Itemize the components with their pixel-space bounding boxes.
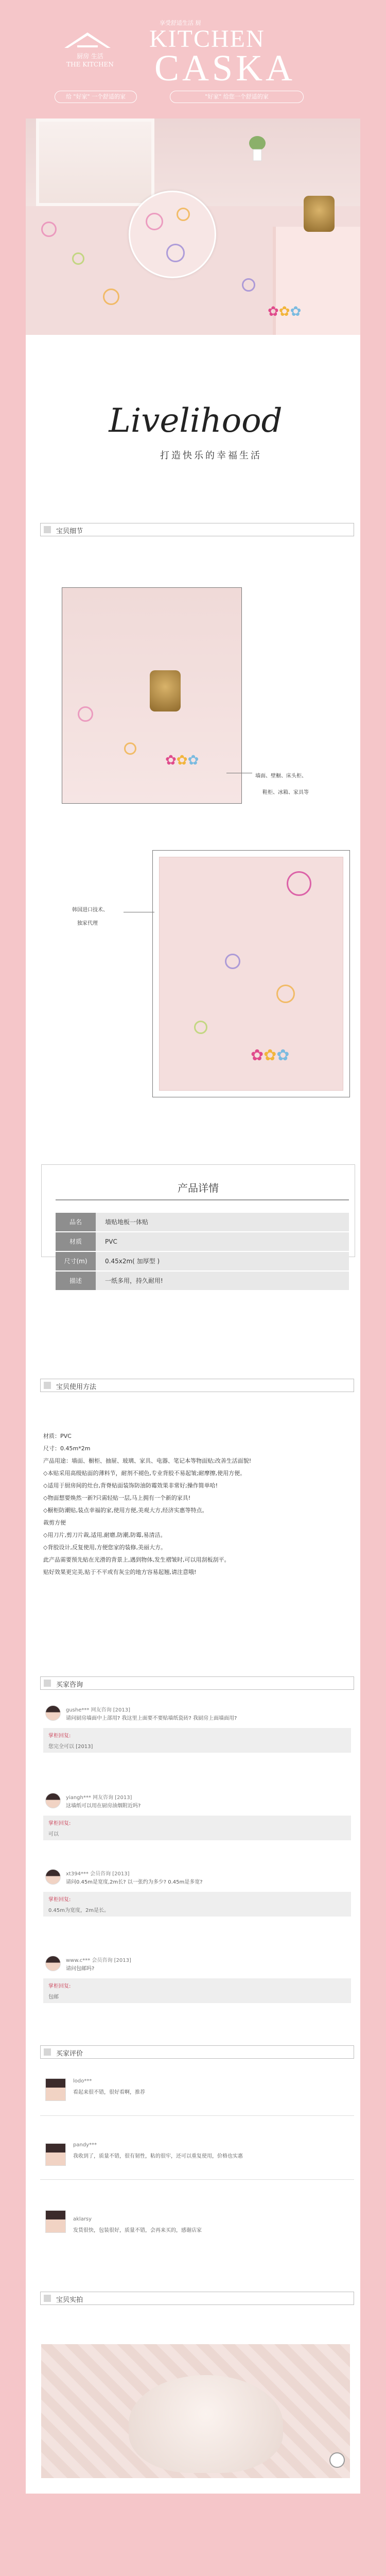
bubble-decoration <box>103 289 119 305</box>
livelihood-subtitle: 打造快乐的幸福生活 <box>160 450 262 461</box>
product-title-underline <box>56 1199 349 1200</box>
clock-icon <box>329 2452 345 2468</box>
spec-key: 材质 <box>56 1232 96 1251</box>
usage-line: 此产品需要预先贴在光滑的背景上,遇到物体,发生褶皱时,可以用刮板刮平。 <box>43 1556 230 1563</box>
section-marker-icon <box>44 2048 51 2056</box>
qa-answer-label: 掌柜回复: <box>48 1733 71 1739</box>
usage-line: ◇本贴采用高级贴面的薄料节，耐剂不褪色,专业背胶不易起皱;耐摩擦,使用方便。 <box>43 1470 246 1477</box>
detail-photo-2 <box>152 850 350 1097</box>
section-marker-icon <box>44 526 51 533</box>
usage-line: ◇橱柜防潮贴,装点幸福的家,使用方便,美观大方,经济实惠等特点。 <box>43 1507 208 1514</box>
qa-item <box>40 1956 354 2007</box>
qa-answer-label: 掌柜回复: <box>48 1897 71 1903</box>
section-marker-icon <box>44 2295 51 2302</box>
usage-line: 裁剪方便 <box>43 1519 66 1526</box>
avatar <box>45 2078 66 2101</box>
usage-line: 贴好效果更完美,贴于不平或有灰尘的地方容易起翘,请注意哦! <box>43 1569 197 1575</box>
bubble-decoration <box>72 252 84 265</box>
bubble-decoration <box>276 985 295 1003</box>
section-title-details <box>40 523 354 536</box>
spec-table <box>56 1213 349 1291</box>
qa-question: 请问包邮吗? <box>66 1966 95 1972</box>
bubble-decoration <box>124 742 136 755</box>
detail-caption-left-1: 韩国进口技术、 <box>72 907 108 913</box>
qa-question: 这墙纸可以用在厨房油烟附近吗? <box>66 1803 141 1809</box>
spec-row <box>56 1272 349 1290</box>
section-title-qa <box>40 1676 354 1690</box>
qa-answer-text: 您完全可以 [2013] <box>48 1744 93 1750</box>
divider <box>40 2179 354 2180</box>
usage-line: ◇物面想要焕然一新?只需轻贴一层,马上拥有一个新的家具! <box>43 1495 191 1501</box>
qa-answer <box>43 1816 351 1840</box>
qa-question: 请问0.45m是宽度,2m长? 以一张约为多少? 0.45m是多宽? <box>66 1879 203 1885</box>
spec-key: 尺寸(m) <box>56 1252 96 1270</box>
real-photo <box>41 2344 350 2478</box>
spec-value: 一纸多用，持久耐用! <box>96 1272 349 1290</box>
section-marker-icon <box>44 1680 51 1687</box>
fur-chair-image <box>129 2375 283 2473</box>
review-user[interactable]: pandy*** <box>73 2142 97 2148</box>
review-user[interactable]: lodo*** <box>73 2078 92 2084</box>
qa-user[interactable]: gushe*** 网友咨询 [2013] <box>66 1707 130 1713</box>
window-image <box>36 118 154 206</box>
section-marker-icon <box>44 1382 51 1389</box>
tag-right: "好家" 给您一个舒适的家 <box>170 91 304 103</box>
qa-item <box>40 1705 354 1757</box>
plant-icon <box>247 134 268 165</box>
spec-value: 0.45x2m( 加厚型 ) <box>96 1252 349 1270</box>
avatar <box>45 2143 66 2166</box>
hero-banner <box>26 118 360 335</box>
divider <box>40 2115 354 2116</box>
spec-key: 品名 <box>56 1213 96 1231</box>
livelihood-script: Livelihood <box>109 402 283 440</box>
section-title-reviews <box>40 2045 354 2059</box>
usage-text <box>43 1430 347 1579</box>
spec-row <box>56 1213 349 1231</box>
usage-line: ◇背胶设计,反复使用,方便您家的装修,美丽大方。 <box>43 1544 166 1551</box>
review-text: 发货很快，包装很好，质量不错，会再来买的，感谢店家 <box>73 2228 202 2233</box>
phone-icon <box>304 196 335 232</box>
usage-line: 尺寸：0.45m*2m <box>43 1445 91 1452</box>
review-text: 看起来很不错，很好看啊，推荐 <box>73 2090 145 2095</box>
detail-caption-left-2: 独家代理 <box>77 921 98 926</box>
brand-line-2: CASKA <box>154 47 296 89</box>
qa-answer-text: 0.45m为宽度，2m是长。 <box>48 1908 110 1913</box>
section-title-text: 宝贝使用方法 <box>56 1383 97 1391</box>
qa-answer <box>43 1892 351 1917</box>
usage-line: 材质：PVC <box>43 1433 72 1439</box>
bubble-decoration <box>287 871 311 896</box>
bubble-decoration <box>78 706 93 722</box>
bubble-decoration <box>41 222 57 237</box>
review-user[interactable]: aklarsy <box>73 2216 92 2222</box>
colorful-toy-icon: ✿✿✿ <box>251 1046 290 1064</box>
qa-answer <box>43 1978 351 2003</box>
section-title-photos <box>40 2292 354 2305</box>
section-title-text: 宝贝实拍 <box>56 2296 83 2304</box>
detail-photo-1 <box>62 587 242 804</box>
header-slogan-small: 享受舒适生活 厨 <box>160 20 201 26</box>
qa-answer-label: 掌柜回复: <box>48 1821 71 1826</box>
bubble-decoration <box>194 1021 207 1034</box>
qa-answer-label: 掌柜回复: <box>48 1984 71 1989</box>
spec-value: PVC <box>96 1232 349 1251</box>
qa-answer-text: 包邮 <box>48 1994 59 2000</box>
qa-item <box>40 1869 354 1921</box>
qa-answer <box>43 1728 351 1753</box>
detail-caption-right-2: 鞋柜、冰箱、家具等 <box>262 790 309 795</box>
header <box>0 0 386 118</box>
bubble-decoration <box>242 278 255 292</box>
avatar <box>45 1869 61 1885</box>
review-list <box>40 2071 354 2251</box>
section-title-text: 买家评价 <box>56 2050 83 2058</box>
qa-user[interactable]: yiangh*** 网友咨询 [2013] <box>66 1795 132 1801</box>
product-title: 产品详情 <box>178 1182 219 1194</box>
qa-answer-text: 可以 <box>48 1832 59 1837</box>
section-title-text: 买家咨询 <box>56 1681 83 1689</box>
zoom-circle <box>129 191 216 278</box>
avatar <box>45 1793 61 1808</box>
usage-line: 产品用途：墙面、橱柜、抽屉、玻璃、家具、电器、笔记本等物面贴;改善生活面貌! <box>43 1458 252 1464</box>
section-title-text: 宝贝细节 <box>56 528 83 535</box>
detail-caption-right-1: 墙面、壁橱、床头柜、 <box>255 773 307 779</box>
usage-line: ◇用刀片,剪刀片裁,适用,耐磨,防潮,防霉,易清洁。 <box>43 1532 166 1538</box>
phone-icon <box>150 670 181 711</box>
colorful-toy-icon: ✿✿✿ <box>165 753 199 768</box>
section-title-usage <box>40 1379 354 1392</box>
spec-row <box>56 1252 349 1270</box>
spec-value: 墙贴地板一体贴 <box>96 1213 349 1231</box>
qa-user[interactable]: xt394*** 会员咨询 [2013] <box>66 1871 130 1877</box>
spec-row <box>56 1232 349 1251</box>
usage-line: ◇适用于厨房间的灶台,背脊贴面装饰防油防霉效果非常好;操作简单哈! <box>43 1482 218 1489</box>
avatar <box>45 1956 61 1971</box>
brand-line-1: KITCHEN <box>149 25 265 53</box>
spec-key: 描述 <box>56 1272 96 1290</box>
logo-text-bottom: THE KITCHEN <box>66 61 114 68</box>
bubble-decoration <box>225 954 240 969</box>
qa-user[interactable]: www.c*** 会员咨询 [2013] <box>66 1958 131 1963</box>
colorful-toy-icon: ✿✿✿ <box>268 304 302 319</box>
avatar <box>45 1705 61 1721</box>
qa-item <box>40 1793 354 1844</box>
tag-left: 给 "好家" 一个舒适的家 <box>55 91 137 103</box>
qa-question: 请问厨房墙面中上部用? 我这里上面要不要贴墙纸瓷砖? 我厨房上面墙面用? <box>66 1716 237 1721</box>
review-text: 我收到了，质量不错，很有韧性，粘的很牢，还可以重复使用，价格也实惠 <box>73 2154 243 2159</box>
avatar <box>45 2210 66 2233</box>
logo-text-top: 厨房 生活 <box>77 53 103 60</box>
